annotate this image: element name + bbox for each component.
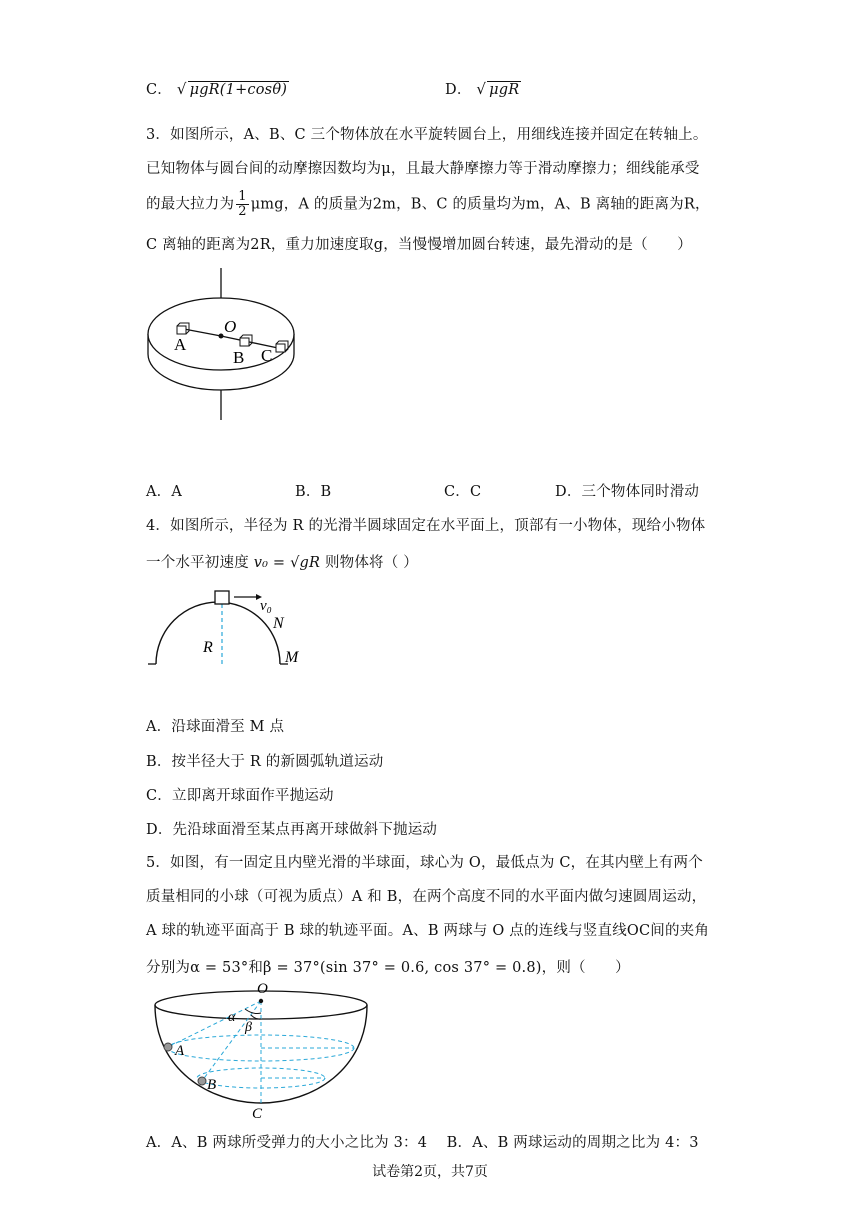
q3-line-2: 已知物体与圆台间的动摩擦因数均为μ，且最大静摩擦力等于滑动摩擦力；细线能承受 <box>146 161 700 177</box>
q5-label-a: A <box>175 1043 185 1059</box>
q3-fraction: $\frac{1}{2}$ <box>238 189 247 219</box>
q4-label-v0: v₀ <box>260 598 272 614</box>
q5-label-alpha: α <box>228 1010 236 1025</box>
q5-bowl-figure <box>150 975 375 1120</box>
q4-option-c: C．立即离开球面作平抛运动 <box>146 788 334 804</box>
q3-center-point <box>219 334 224 339</box>
q3-line-3: 的最大拉力为 $\frac{1}{2}$ μmg，A 的质量为2m，B、C 的质量均为m，A、B 离轴的距离为R， <box>146 189 710 219</box>
q5-line-4: 分别为α = 53°和β = 37°(sin 37° = 0.6, cos 37° = 0.8)，则（ ） <box>146 960 630 976</box>
q4-label-r: R <box>203 639 213 656</box>
q4-line-1: 4．如图所示，半径为 R 的光滑半圆球固定在水平面上，顶部有一小物体，现给小物体 <box>146 518 706 534</box>
q4-option-d: D．先沿球面滑至某点再离开球做斜下抛运动 <box>146 822 438 838</box>
q4-line-2: 一个水平初速度 v₀ = √gR 则物体将（ ） <box>146 555 418 571</box>
q5-ball-a <box>164 1043 172 1051</box>
q4-small-block <box>215 591 229 604</box>
q3-option-a: A．A <box>146 484 183 500</box>
q5-ball-b <box>198 1077 206 1085</box>
q3-option-d: D．三个物体同时滑动 <box>555 484 700 500</box>
q5-center-o <box>259 999 263 1003</box>
q3-option-c: C．C <box>444 484 482 500</box>
q5-line-1: 5．如图，有一固定且内壁光滑的半球面，球心为 O，最低点为 C，在其内壁上有两个 <box>146 855 703 871</box>
q3-label-a: A <box>174 335 187 354</box>
q5-options-line: A．A、B 两球所受弹力的大小之比为 3：4 B．A、B 两球运动的周期之比为 4：3 <box>146 1135 699 1151</box>
q2-option-d-formula: μgR <box>489 82 520 98</box>
q5-label-c: C <box>252 1106 263 1120</box>
q4-label-n: N <box>273 615 284 632</box>
q5-line-3: A 球的轨迹平面高于 B 球的轨迹平面。A、B 两球与 O 点的连线与竖直线OC间的夹角 <box>146 923 710 939</box>
q4-option-b: B．按半径大于 R 的新圆弧轨道运动 <box>146 754 384 770</box>
q3-line-1: 3．如图所示，A、B、C 三个物体放在水平旋转圆台上，用细线连接并固定在转轴上。 <box>146 127 708 143</box>
q5-angle-arc-alpha <box>245 1009 261 1014</box>
q4-option-a: A．沿球面滑至 M 点 <box>146 719 285 735</box>
q5-label-b: B <box>207 1077 217 1093</box>
q4-label-m: M <box>285 649 299 666</box>
q3-option-b: B．B <box>295 484 332 500</box>
q2-option-c-formula: μgR(1+cosθ) <box>189 82 288 98</box>
q5-line-2: 质量相同的小球（可视为质点）A 和 B，在两个高度不同的水平面内做匀速圆周运动， <box>146 889 707 905</box>
q3-label-o: O <box>224 317 237 336</box>
q4-velocity-formula: v₀ = √gR <box>253 555 321 571</box>
q3-label-b: B <box>233 348 245 367</box>
q3-label-c: C <box>261 346 273 365</box>
q3-line-4: C 离轴的距离为2R，重力加速度取g，当慢慢增加圆台转速，最先滑动的是（ ） <box>146 237 692 253</box>
q5-label-o: O <box>257 981 268 997</box>
page-footer: 试卷第2页，共7页 <box>372 1164 488 1180</box>
q5-label-beta: β <box>245 1020 252 1035</box>
q4-hemisphere-figure <box>146 586 316 668</box>
q3-turntable-figure <box>140 268 320 428</box>
q2-option-d: D． √ μgR <box>445 80 520 98</box>
q2-option-c: C． √ μgR(1+cosθ) <box>146 80 288 98</box>
